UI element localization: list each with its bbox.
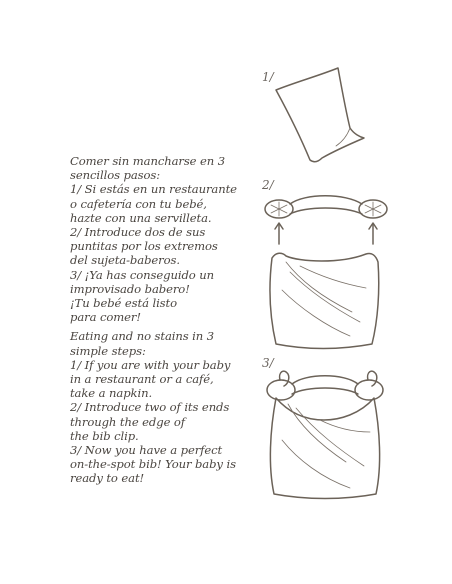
spanish-line: ¡Tu bebé está listo	[70, 296, 177, 311]
step-3-label: 3/	[262, 356, 274, 370]
english-line: the bib clip.	[70, 428, 139, 443]
spanish-line: para comer!	[70, 310, 141, 325]
english-line: 1/ If you are with your baby	[70, 357, 231, 372]
english-line: 2/ Introduce two of its ends	[70, 400, 230, 415]
spanish-line: 3/ ¡Ya has conseguido un	[70, 267, 214, 282]
spanish-line: sencillos pasos:	[70, 168, 161, 183]
english-line: Eating and no stains in 3	[70, 329, 215, 344]
english-line: ready to eat!	[70, 471, 145, 486]
spanish-line: 2/ Introduce dos de sus	[70, 225, 206, 240]
english-line: take a napkin.	[70, 386, 153, 401]
bib-illustration	[270, 398, 379, 499]
napkin-hanging-illustration	[270, 253, 379, 348]
spanish-line: 1/ Si estás en un restaurante	[70, 182, 237, 197]
spanish-line: puntitas por los extremos	[70, 239, 218, 254]
english-line: in a restaurant or a café,	[70, 372, 214, 387]
arrow-up-right-icon	[369, 223, 377, 244]
spanish-line: del sujeta-baberos.	[70, 253, 180, 268]
english-line: through the edge of	[70, 414, 185, 429]
step-2-label: 2/	[262, 178, 274, 192]
english-line: 3/ Now you have a perfect	[70, 443, 223, 458]
spanish-line: improvisado babero!	[70, 281, 190, 296]
spanish-line: o cafetería con tu bebé,	[70, 196, 207, 211]
spanish-line: hazte con una servilleta.	[70, 210, 212, 225]
spanish-line: Comer sin mancharse en 3	[70, 154, 226, 168]
english-line: simple steps:	[70, 343, 146, 358]
bib-clip-attached-illustration	[267, 371, 383, 400]
napkin-illustration	[276, 68, 364, 162]
bib-clip-open-illustration	[265, 196, 387, 218]
english-line: on-the-spot bib! Your baby is	[70, 457, 236, 472]
step-1-label: 1/	[262, 70, 274, 84]
arrow-up-left-icon	[275, 223, 283, 244]
